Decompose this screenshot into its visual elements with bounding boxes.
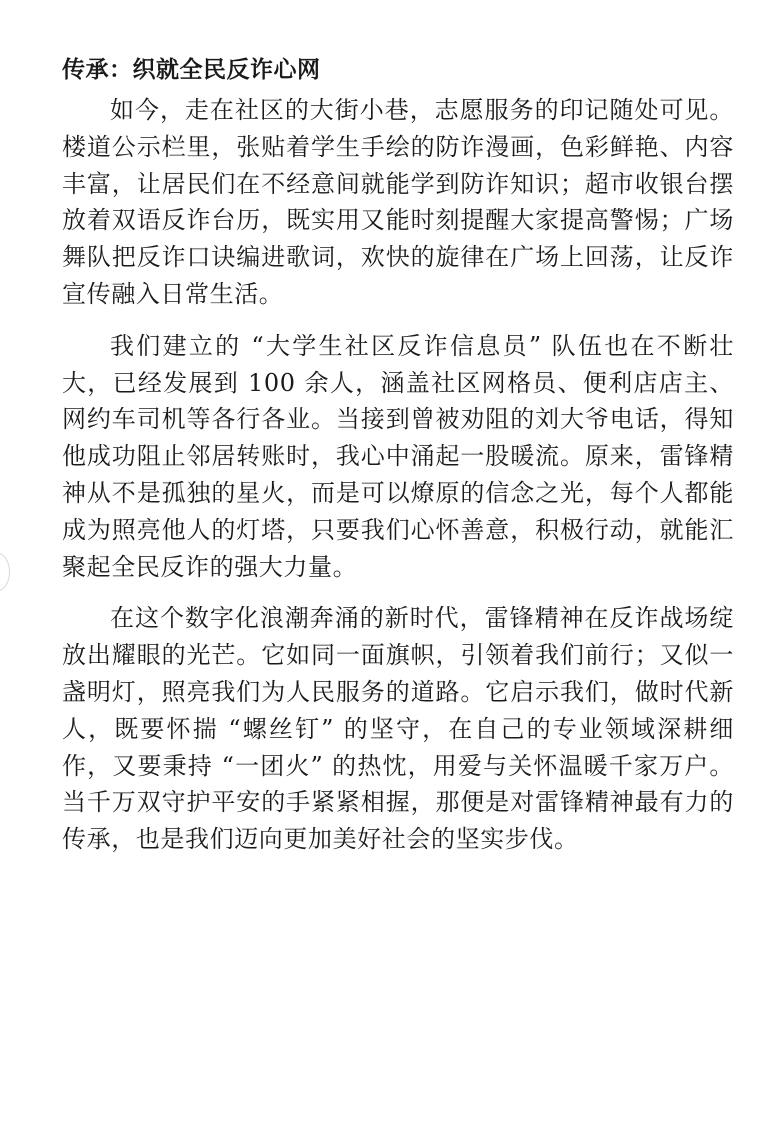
page-edge-tab [0,553,10,591]
paragraph-3: 在这个数字化浪潮奔涌的新时代，雷锋精神在反诈战场绽放出耀眼的光芒。它如同一面旗帜，引领着我们前行；又似一盏明灯，照亮我们为人民服务的道路。它启示我们，做时代新人，既要怀揣 “螺丝钉” 的坚守，在自己的专业领域深耕细作，又要秉持 “一团火” 的热忱，用爱与关怀温暖千家万户。当千万双守护平安的手紧紧相握，那便是对雷锋精神最有力的传承，也是我们迈向更加美好社会的坚实步伐。 [62,604,734,854]
paragraph-2: 我们建立的 “大学生社区反诈信息员” 队伍也在不断壮大，已经发展到 100 余人，涵盖社区网格员、便利店店主、网约车司机等各行各业。当接到曾被劝阻的刘大爷电话，得知他成功阻止邻居转账时，我心中涌起一股暖流。原来，雷锋精神从不是孤独的星火，而是可以燎原的信念之光，每个人都能成为照亮他人的灯塔，只要我们心怀善意，积极行动，就能汇聚起全民反诈的强大力量。 [62,331,734,581]
section-heading: 传承：织就全民反诈心网 [62,57,321,83]
article-body [62,48,734,873]
paragraph-1: 如今，走在社区的大街小巷，志愿服务的印记随处可见。楼道公示栏里，张贴着学生手绘的防诈漫画，色彩鲜艳、内容丰富，让居民们在不经意间就能学到防诈知识；超市收银台摆放着双语反诈台历，既实用又能时刻提醒大家提高警惕；广场舞队把反诈口诀编进歌词，欢快的旋律在广场上回荡，让反诈宣传融入日常生活。 [62,96,734,308]
